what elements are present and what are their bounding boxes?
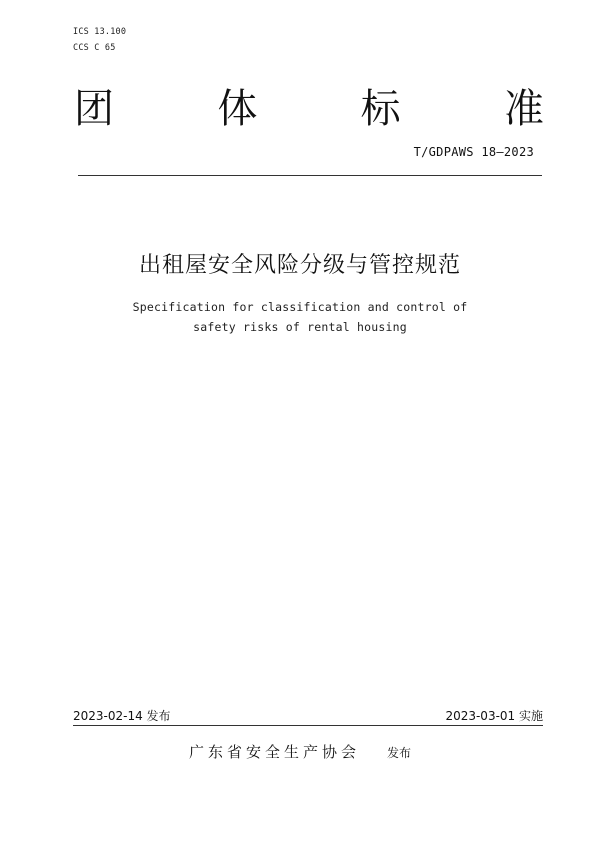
ics-code: ICS 13.100 <box>73 27 127 37</box>
issue-date: 2023-02-14 发布 <box>73 709 171 723</box>
document-title-chinese: 出租屋安全风险分级与管控规范 <box>138 253 461 278</box>
publisher-name: 广东省安全生产协会 <box>188 743 360 761</box>
document-title-english-line-1: Specification for classification and control of <box>132 300 468 314</box>
standard-type-heading <box>74 84 544 134</box>
implementation-date: 2023-03-01 实施 <box>445 709 543 723</box>
ccs-code: CCS C 65 <box>73 43 116 53</box>
standard-number: T/GDPAWS 18—2023 <box>413 145 534 159</box>
document-title-english-line-2: safety risks of rental housing <box>193 320 407 334</box>
standard-type-char: 团 <box>74 86 114 132</box>
standard-type-char: 准 <box>503 86 544 132</box>
publisher-line <box>0 741 600 762</box>
standard-type-char: 体 <box>217 86 258 132</box>
footer-divider <box>73 725 543 726</box>
publisher-action: 发布 <box>387 746 412 760</box>
header-divider <box>78 175 542 176</box>
standard-type-char: 标 <box>360 86 401 132</box>
